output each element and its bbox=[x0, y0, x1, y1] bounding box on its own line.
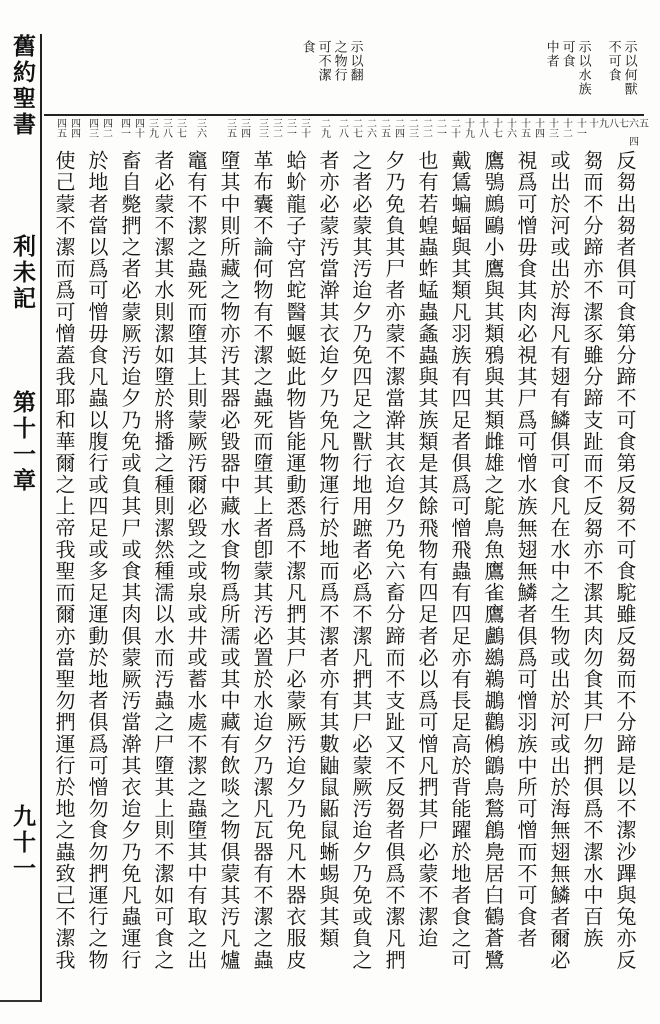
verse-number: 三二 bbox=[270, 118, 282, 138]
text-column: 蛤蚧龍子守宮蛇醫蝘蜓此物皆能運動悉爲不潔凡捫其尸必蒙厥汚迨夕乃免凡木器衣服皮 bbox=[283, 150, 307, 971]
verse-number: 二七 bbox=[350, 118, 362, 138]
verse-number: 十三 bbox=[546, 118, 558, 138]
text-column: 反芻出芻者俱可食第分蹄不可食第反芻不可食駝雖反芻而不分蹄是以不潔沙蹕與兔亦反 bbox=[613, 150, 637, 971]
running-head bbox=[6, 34, 34, 934]
verse-number: 四一 bbox=[118, 118, 130, 138]
verse-number-band bbox=[44, 116, 648, 152]
chapter-label: 第十一章 bbox=[9, 390, 36, 494]
verse-number: 二十 bbox=[448, 118, 460, 138]
verse-number: 十二 bbox=[560, 118, 572, 138]
verse-number: 三五 bbox=[224, 118, 236, 138]
text-column: 戴鵀蝙蝠與其類凡羽族有四足者俱爲可憎飛蟲有四足亦有長足高於背能躍於地者食之可 bbox=[448, 150, 472, 971]
header-note: 示以翻 bbox=[347, 40, 363, 82]
header-note: 可不潔 bbox=[315, 40, 331, 82]
verse-number: 三十 bbox=[298, 118, 310, 138]
verse-number: 二一 bbox=[434, 118, 446, 138]
verse-number: 七 bbox=[616, 118, 628, 128]
verse-number: 四五 bbox=[54, 118, 66, 138]
verse-number: 三一 bbox=[284, 118, 296, 138]
verse-number: 二五 bbox=[378, 118, 390, 138]
text-column: 竈有不潔之蟲死而墮其上則蒙厥汚爾必毀之或泉或井或蓄水處不潔之蟲墮其中有取之出 bbox=[184, 150, 208, 971]
bottom-edge-rule bbox=[0, 1000, 40, 1002]
verse-number: 二九 bbox=[318, 118, 330, 138]
text-column: 墮其中則所藏之物亦汚其器必毀器中藏水食物爲所濡或其中藏有飲啖之物俱蒙其汚凡爐 bbox=[217, 150, 241, 971]
text-column: 也有若蝗蟲蚱蜢蟲螽蟲與其族類是其餘飛物有四足者必以爲可憎凡捫其尸必蒙不潔迨 bbox=[415, 150, 439, 950]
verse-number: 十 bbox=[586, 118, 598, 128]
verse-number: 十九 bbox=[462, 118, 474, 138]
verse-number: 六 bbox=[626, 118, 638, 128]
verse-number: 十六 bbox=[504, 118, 516, 138]
verse-number: 十五 bbox=[518, 118, 530, 138]
verse-number: 三九 bbox=[146, 118, 158, 138]
verse-number: 四二 bbox=[100, 118, 112, 138]
verse-number: 三八 bbox=[160, 118, 172, 138]
header-note: 可食 bbox=[559, 40, 575, 68]
scripture-text bbox=[46, 150, 646, 1010]
text-column: 鷹鴞鷓鷗小鷹與其類鴉與其類雌雄之鴕鳥魚鷹雀鷹鸕鷀鵜鶘鸛鵂鶹鳥鶖鶬鳧居白鶴蒼鷺 bbox=[481, 150, 505, 971]
verse-number: 二六 bbox=[364, 118, 376, 138]
verse-number: 五 bbox=[636, 118, 648, 128]
header-note: 示以水族 bbox=[575, 40, 591, 96]
verse-number: 三六 bbox=[194, 118, 206, 138]
verse-number: 十一 bbox=[574, 118, 586, 138]
verse-number: 二二 bbox=[420, 118, 432, 138]
verse-number: 四三 bbox=[86, 118, 98, 138]
text-column: 於地者當以爲可憎毋食凡蟲以腹行或四足或多足運動於地者俱爲可憎勿食勿捫運行之物 bbox=[85, 150, 109, 971]
header-note: 不可食 bbox=[605, 40, 621, 82]
header-note: 食 bbox=[299, 40, 315, 54]
header-note: 之物行 bbox=[331, 40, 347, 82]
text-column: 者亦必蒙汚當澣其衣迨夕乃免凡物運行於地而爲不潔者亦有其數鼬鼠鼫鼠蜥蜴與其類 bbox=[316, 150, 340, 950]
header-note: 中者 bbox=[543, 40, 559, 68]
verse-number: 三四 bbox=[238, 118, 250, 138]
verse-number: 四十 bbox=[132, 118, 144, 138]
text-column: 芻而不分蹄亦不潔豕雖分蹄支趾而不反芻亦不潔其肉勿食其尸勿捫俱爲不潔水中百族 bbox=[580, 150, 604, 950]
text-column: 夕乃免負其尸者亦蒙不潔當澣其衣迨夕乃免六畜分蹄而不支趾又不反芻者俱爲不潔凡捫 bbox=[382, 150, 406, 971]
text-column: 畜自斃捫之者必蒙厥汚迨夕乃免或負其尸或食其肉俱蒙厥汚當澣其衣迨夕乃免凡蟲運行 bbox=[118, 150, 142, 971]
verse-number: 二三 bbox=[406, 118, 418, 138]
verse-number: 十七 bbox=[490, 118, 502, 138]
page-number: 九十一 bbox=[9, 804, 36, 882]
header-notes bbox=[46, 34, 636, 114]
book-title: 舊約聖書 bbox=[9, 34, 36, 138]
verse-number: 十四 bbox=[532, 118, 544, 138]
text-column: 使己蒙不潔而爲可憎蓋我耶和華爾之上帝我聖而爾亦當聖勿捫運行於地之蟲致己不潔我 bbox=[52, 150, 76, 971]
verse-number: 八 bbox=[606, 118, 618, 128]
verse-number: 九 bbox=[596, 118, 608, 128]
header-note: 示以何獸 bbox=[621, 40, 637, 96]
verse-number: 十八 bbox=[476, 118, 488, 138]
text-column: 視爲可憎毋食其肉必視其尸爲可憎水族無翅無鱗者俱爲可憎羽族中所可憎而不可食者 bbox=[514, 150, 538, 950]
text-column: 革布囊不論何物有不潔之蟲死而墮其上者卽蒙其汚必置於水迨夕乃潔凡瓦器有不潔之蟲 bbox=[250, 150, 274, 971]
text-column: 之者必蒙其汚迨夕乃免四足之獸行地用蹠者必爲不潔凡捫其尸必蒙厥汚迨夕乃免或負之 bbox=[349, 150, 373, 971]
verse-number: 二八 bbox=[336, 118, 348, 138]
text-column: 者必蒙不潔其水則潔如墮於將播之種則潔然種濡以水而汚蟲之尸墮其上則不潔如可食之 bbox=[151, 150, 175, 971]
verse-number: 二四 bbox=[392, 118, 404, 138]
verse-number: 三三 bbox=[256, 118, 268, 138]
verse-number: 三七 bbox=[174, 118, 186, 138]
section-title: 利未記 bbox=[9, 234, 36, 312]
verse-number: 四四 bbox=[68, 118, 80, 138]
column-divider bbox=[40, 34, 42, 1002]
text-column: 或出於河或出於海凡有翅有鱗俱可食凡在水中之生物或出於河或出於海無翅無鱗者爾必 bbox=[547, 150, 571, 971]
verse-number: 四 bbox=[626, 136, 638, 146]
